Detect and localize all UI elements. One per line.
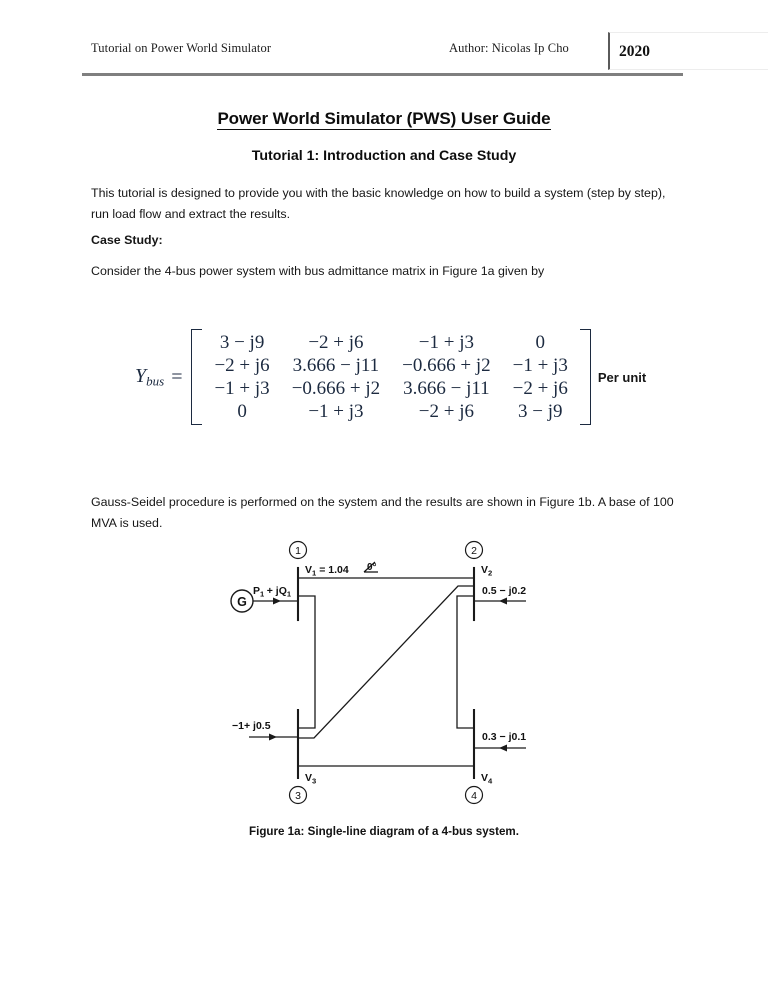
bus4-load-flow-arrow bbox=[499, 745, 507, 752]
intro-paragraph: This tutorial is designed to provide you with the basic knowledge on how to build a system (step by step), run load flow and extract the results. bbox=[91, 186, 666, 221]
bus1-voltage-label bbox=[305, 564, 349, 578]
generator-flow-arrow bbox=[273, 598, 281, 605]
bus2-number: 2 bbox=[471, 545, 477, 557]
load-arrow-bus2 bbox=[474, 598, 526, 605]
load-arrow-bus3 bbox=[249, 734, 298, 741]
matrix-cell: 0 bbox=[237, 401, 247, 422]
gauss-seidel-paragraph: Gauss-Seidel procedure is performed on the system and the results are shown in Figure 1b. A base of 100 MVA is used. bbox=[91, 495, 674, 530]
load-arrow-bus4 bbox=[474, 745, 526, 752]
v4-symbol: V bbox=[481, 772, 489, 784]
matrix-row bbox=[203, 354, 578, 377]
p1-symbol: P bbox=[253, 585, 261, 597]
v4-subscript: 4 bbox=[488, 776, 493, 786]
bus4-voltage-label bbox=[481, 772, 493, 786]
matrix-cell: 3 − j9 bbox=[219, 332, 265, 353]
matrix-cell: −1 + j3 bbox=[214, 378, 270, 399]
matrix-row bbox=[203, 400, 578, 423]
v1-symbol: V bbox=[305, 564, 313, 576]
admittance-matrix bbox=[191, 329, 590, 425]
matrix-cell: −1 + j3 bbox=[512, 355, 568, 376]
bus3-voltage-label bbox=[305, 772, 316, 786]
case-study-heading: Case Study: bbox=[91, 233, 163, 247]
v2-symbol: V bbox=[481, 564, 489, 576]
matrix-cell: −2 + j6 bbox=[418, 401, 474, 422]
matrix-row bbox=[203, 331, 578, 354]
bus2-voltage-label bbox=[481, 564, 492, 578]
p1-subscript: 1 bbox=[260, 589, 265, 599]
line-bus2-bus4 bbox=[457, 596, 474, 728]
equals-sign: = bbox=[171, 365, 183, 388]
v3-symbol: V bbox=[305, 772, 313, 784]
jq-symbol: + jQ bbox=[266, 585, 287, 597]
header-year-cell bbox=[608, 32, 768, 70]
matrix-cell: 3 − j9 bbox=[517, 401, 563, 422]
page-header bbox=[82, 36, 686, 74]
header-author: Author: Nicolas Ip Cho bbox=[449, 41, 569, 55]
matrix-body bbox=[203, 331, 578, 423]
bus3-load-label: −1+ j0.5 bbox=[232, 720, 271, 732]
v1-subscript: 1 bbox=[312, 568, 317, 578]
v2-subscript: 2 bbox=[488, 568, 493, 578]
v1-angle: 0° bbox=[367, 562, 377, 573]
page-subtitle: Tutorial 1: Introduction and Case Study bbox=[251, 148, 517, 164]
single-line-diagram-svg bbox=[215, 538, 555, 813]
consider-paragraph: Consider the 4-bus power system with bus admittance matrix in Figure 1a given by bbox=[91, 264, 545, 278]
line-bus1-bus3 bbox=[298, 596, 315, 728]
bus2-load-label: 0.5 − j0.2 bbox=[482, 585, 527, 597]
header-left-title: Tutorial on Power World Simulator bbox=[91, 41, 272, 55]
generator-label: G bbox=[237, 595, 247, 609]
matrix-bracket-left bbox=[191, 329, 202, 425]
matrix-cell: 0 bbox=[535, 332, 545, 353]
matrix-cell: −2 + j6 bbox=[214, 355, 270, 376]
matrix-cell: −2 + j6 bbox=[512, 378, 568, 399]
v1-value: = 1.04 bbox=[319, 564, 349, 576]
equation-lhs bbox=[135, 365, 164, 389]
equation-subscript: bus bbox=[146, 373, 165, 389]
matrix-cell: −1 + j3 bbox=[418, 332, 474, 353]
matrix-bracket-right bbox=[580, 329, 591, 425]
ybus-equation bbox=[91, 322, 711, 432]
matrix-cell: 3.666 − j11 bbox=[403, 378, 490, 399]
equation-symbol: Y bbox=[135, 364, 147, 387]
page-title bbox=[0, 109, 768, 129]
matrix-table bbox=[203, 331, 578, 423]
bus4-load-label: 0.3 − j0.1 bbox=[482, 731, 527, 743]
figure-caption: Figure 1a: Single-line diagram of a 4-bus system. bbox=[249, 825, 519, 838]
v3-subscript: 3 bbox=[312, 776, 317, 786]
q1-subscript: 1 bbox=[286, 589, 292, 599]
matrix-cell: −0.666 + j2 bbox=[291, 378, 381, 399]
matrix-cell: −1 + j3 bbox=[308, 401, 364, 422]
matrix-cell: −2 + j6 bbox=[308, 332, 364, 353]
bus1-number: 1 bbox=[295, 545, 301, 557]
matrix-cell: −0.666 + j2 bbox=[402, 355, 491, 376]
page-title-text: Power World Simulator (PWS) User Guide bbox=[217, 109, 551, 128]
bus2-load-flow-arrow bbox=[499, 598, 507, 605]
header-year: 2020 bbox=[619, 43, 650, 60]
figure-single-line-diagram bbox=[215, 538, 555, 813]
matrix-row bbox=[203, 377, 578, 400]
matrix-cell: 3.666 − j11 bbox=[292, 355, 380, 376]
generator-injection-label bbox=[253, 585, 292, 599]
bus4-number: 4 bbox=[471, 790, 477, 802]
bus3-number: 3 bbox=[295, 790, 301, 802]
header-divider-rule bbox=[82, 73, 683, 76]
header-row bbox=[82, 36, 686, 66]
equation-units-label: Per unit bbox=[597, 369, 647, 385]
bus3-load-flow-arrow bbox=[269, 734, 277, 741]
line-bus2-bus3-diagonal bbox=[298, 586, 474, 738]
